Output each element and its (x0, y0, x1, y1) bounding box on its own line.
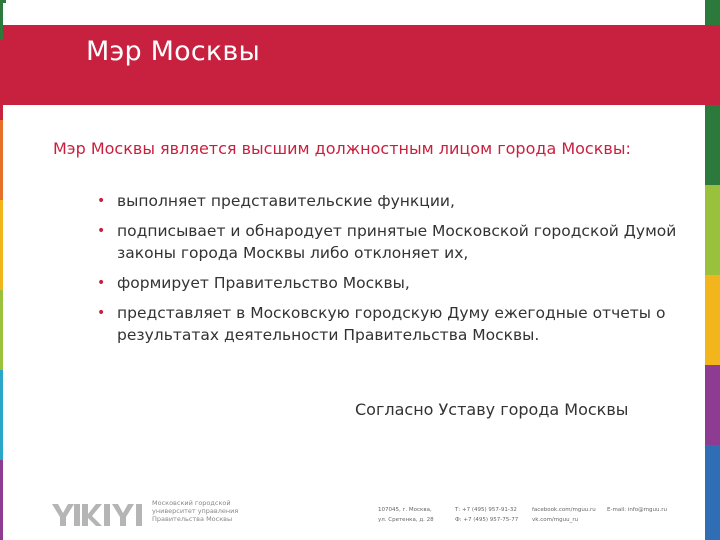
fax-line: Ф: +7 (495) 957-75-77 (455, 517, 519, 523)
bullet-icon: • (97, 223, 106, 239)
bullet-icon: • (97, 275, 106, 291)
footer-social (532, 505, 596, 525)
address-line: 107045, г. Москва, (378, 507, 432, 513)
bullet-text: выполняет представительские функции, (117, 192, 455, 210)
phone-line: Т: +7 (495) 957-91-32 (455, 507, 517, 513)
org-name (152, 499, 252, 523)
address-line: ул. Сретенка, д. 28 (378, 517, 434, 523)
bullet-icon: • (97, 305, 106, 321)
university-logo-icon (52, 500, 147, 530)
footer (0, 495, 705, 530)
bullet-text: представляет в Московскую городскую Думу ежегодные отчеты о результатах деятельности Правительства Москвы. (117, 304, 666, 344)
footer-address (378, 505, 434, 525)
source-note: Согласно Уставу города Москвы (355, 400, 629, 419)
facebook-link[interactable]: facebook.com/mguu.ru (532, 507, 596, 513)
bullet-list (95, 190, 695, 354)
org-line: Московский городской (152, 499, 231, 507)
right-edge-stripes (705, 0, 720, 540)
org-line: университет управления (152, 507, 239, 515)
vk-link[interactable]: vk.com/mguu_ru (532, 517, 579, 523)
footer-email[interactable]: E-mail: info@mguu.ru (607, 507, 667, 513)
bullet-item (95, 190, 695, 212)
slide-title: Мэр Москвы (86, 36, 261, 67)
intro-text: Мэр Москвы является высшим должностным лицом города Москвы: (53, 139, 631, 158)
bullet-item (95, 302, 695, 346)
footer-phones (455, 505, 518, 525)
bullet-item (95, 272, 695, 294)
bullet-text: подписывает и обнародует принятые Московской городской Думой законы города Москвы либо отклоняет их, (117, 222, 677, 262)
bullet-item (95, 220, 695, 264)
bullet-text: формирует Правительство Москвы, (117, 274, 410, 292)
bullet-icon: • (97, 193, 106, 209)
org-line: Правительства Москвы (152, 515, 233, 523)
